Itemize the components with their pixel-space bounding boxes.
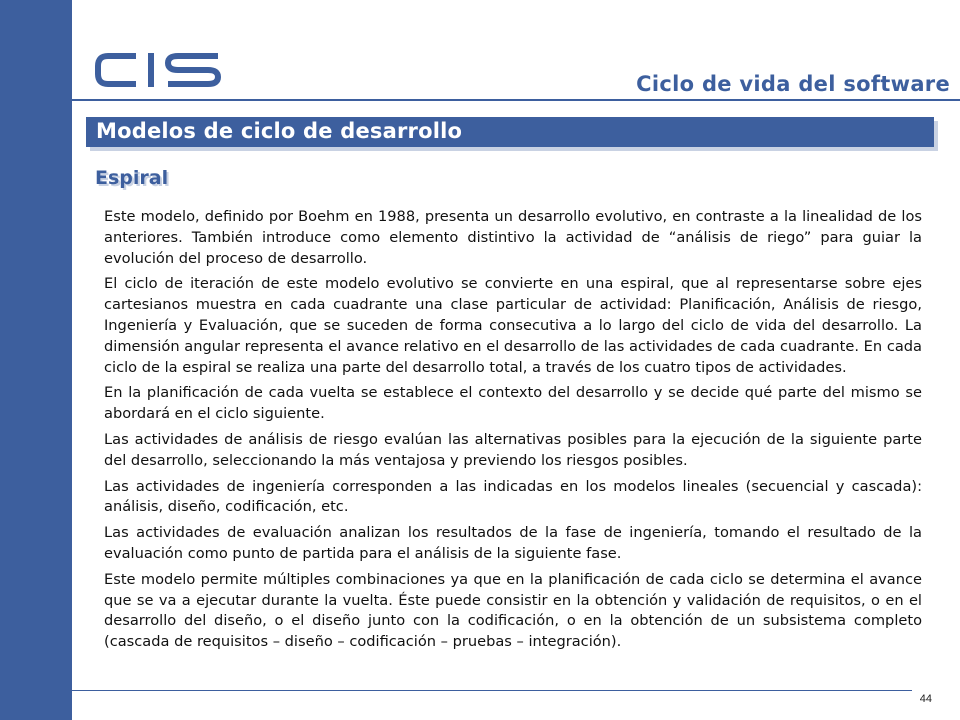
- paragraph: Las actividades de ingeniería corresponden a las indicadas en los modelos lineales (secuencial y cascada): análisis, diseño, codificación, etc.: [104, 477, 922, 516]
- paragraph: Las actividades de análisis de riesgo evalúan las alternativas posibles para la ejecución de la siguiente parte del desarrollo, seleccionando la más ventajosa y previendo los riesgos posibles.: [104, 430, 922, 469]
- title-divider: [72, 99, 960, 101]
- section-banner: [86, 117, 934, 147]
- section-title: Modelos de ciclo de desarrollo: [96, 119, 463, 143]
- body-text: [104, 207, 922, 658]
- slide-title: Ciclo de vida del software: [636, 72, 950, 96]
- cis-logo: [92, 46, 228, 94]
- left-accent-bar: [0, 0, 72, 720]
- subheading-espiral: Espiral: [95, 167, 169, 189]
- paragraph: Las actividades de evaluación analizan los resultados de la fase de ingeniería, tomando el resultado de la evaluación como punto de partida para el análisis de la siguiente fase.: [104, 524, 922, 562]
- footer-divider: [72, 690, 912, 691]
- page-number: 44: [919, 693, 932, 705]
- paragraph: El ciclo de iteración de este modelo evolutivo se convierte en una espiral, que al representarse sobre ejes cartesianos muestra en cada cuadrante una clase particular de actividad: Planificación, Análisis de riesgo, Ingeniería y Evaluación, que se suceden de forma consecutiva a lo largo del ciclo de vida del desarrollo. La dimensión angular representa el avance relativo en el desarrollo de las actividades de cada cuadrante. En cada ciclo de la espiral se realiza una parte del desarrollo total, a través de los cuatro tipos de actividades.: [104, 275, 922, 376]
- paragraph: Este modelo, definido por Boehm en 1988, presenta un desarrollo evolutivo, en contraste a la linealidad de los anteriores. También introduce como elemento distintivo la actividad de “análisis de riego” para guiar la evolución del proceso de desarrollo.: [104, 208, 922, 267]
- paragraph: Este modelo permite múltiples combinaciones ya que en la planificación de cada ciclo se determina el avance que se va a ejecutar durante la vuelta. Éste puede consistir en la obtención y validación de requisitos, o en el desarrollo del diseño, o el diseño junto con la codificación, o en la obtención de un subsistema completo (cascada de requisitos – diseño – codificación – pruebas – integración).: [104, 570, 922, 651]
- paragraph: En la planificación de cada vuelta se establece el contexto del desarrollo y se decide qué parte del mismo se abordará en el ciclo siguiente.: [104, 384, 922, 423]
